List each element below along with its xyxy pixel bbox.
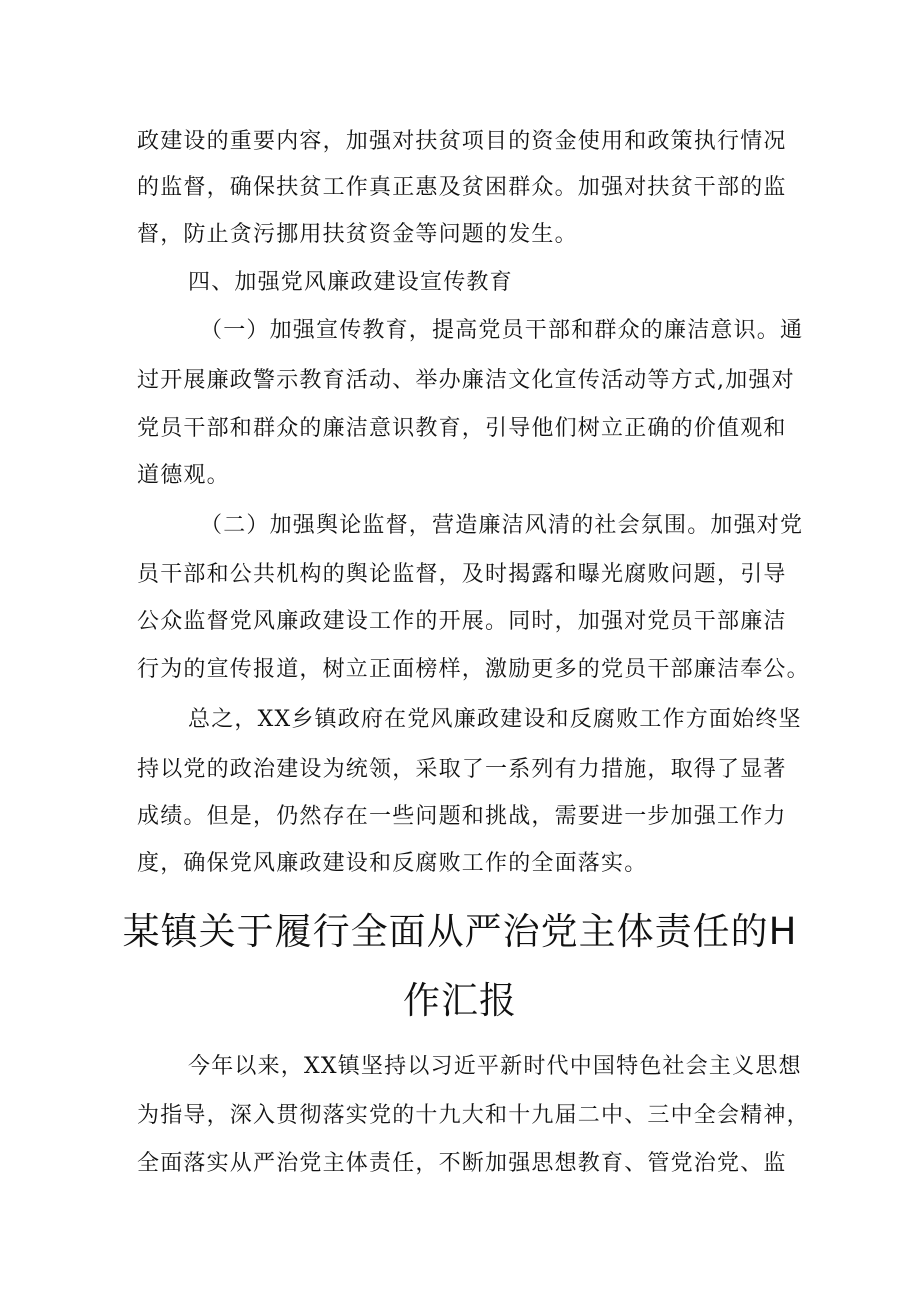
paragraph-line: （一）加强宣传教育，提高党员干部和群众的廉洁意识。通 [200,318,804,343]
paragraph-line: 督，防止贪污挪用扶贫资金等问题的发生。 [137,222,578,247]
paragraph-line: 的监督，确保扶贫工作真正惠及贫困群众。加强对扶贫干部的监 [137,175,787,200]
paragraph-line: 今年以来，XX镇坚持以习近平新时代中国特色社会主义思想 [188,1054,802,1079]
paragraph-line: 总之，XX乡镇政府在党风廉政建设和反腐败工作方面始终坚 [188,707,802,732]
paragraph-line: 公众监督党风廉政建设工作的开展。同时，加强对党员干部廉洁 [137,609,787,634]
paragraph-line: 行为的宣传报道，树立正面榜样，激励更多的党员干部廉洁奉公。 [137,657,810,682]
paragraph-line: 政建设的重要内容，加强对扶贫项目的资金使用和政策执行情况 [137,129,787,154]
paragraph-line: 员干部和公共机构的舆论监督，及时揭露和曝光腐败问题，引导 [137,562,787,587]
paragraph-line: 过开展廉政警示教育活动、举办廉洁文化宣传活动等方式,加强对 [137,368,795,393]
paragraph-line: 党员干部和群众的廉洁意识教育，引导他们树立正确的价值观和 [137,416,787,441]
paragraph-line: 为指导，深入贯彻落实党的十九大和十九届二中、三中全会精神， [137,1103,810,1128]
paragraph-line: 度，确保党风廉政建设和反腐败工作的全面落实。 [137,851,648,876]
report-title-line-1: 某镇关于履行全面从严治党主体责任的H [122,910,798,953]
paragraph-line: （二）加强舆论监督，营造廉洁风清的社会氛围。加强对党 [200,513,804,538]
paragraph-line: 全面落实从严治党主体责任，不断加强思想教育、管党治党、监 [137,1151,787,1176]
paragraph-line: 成绩。但是，仍然存在一些问题和挑战，需要进一步加强工作力 [137,804,787,829]
paragraph-line: 道德观。 [137,463,230,488]
section-heading: 四、加强党风廉政建设宣传教育 [188,270,513,295]
report-title-line-2: 作汇报 [403,979,517,1022]
paragraph-line: 持以党的政治建设为统领，采取了一系列有力措施，取得了显著 [137,757,787,782]
